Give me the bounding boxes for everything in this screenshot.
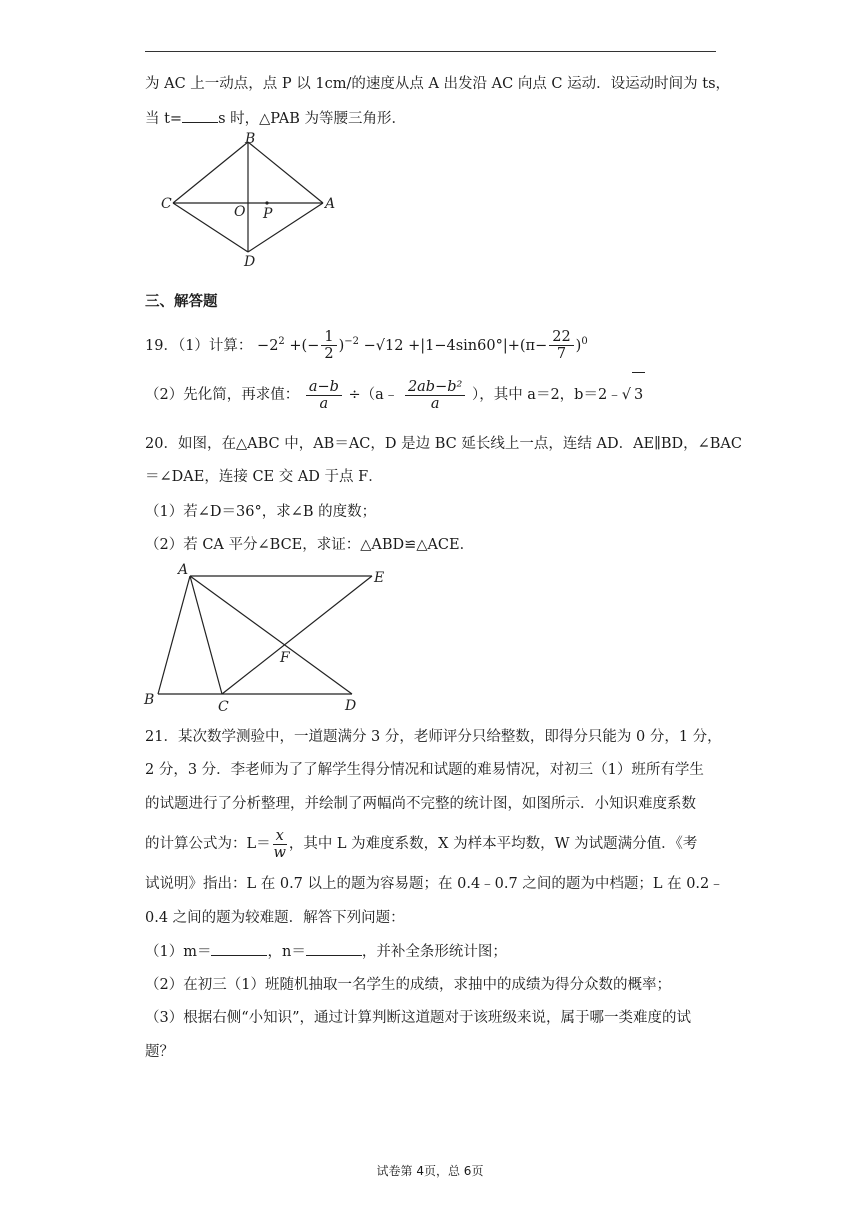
label-B: B (245, 131, 256, 147)
label-F: F (280, 650, 290, 666)
answer-blank (182, 108, 218, 123)
expr-b-exp: −2 (344, 336, 360, 347)
frac2b-num: 2ab−b² (405, 379, 465, 396)
q21-line9: （3）根据右侧“小知识”，通过计算判断这道题对于该班级来说，属于哪一类难度的试 (145, 1010, 692, 1026)
frac-a-minus-b-over-a (306, 379, 342, 412)
q20-line2: ＝∠DAE，连接 CE 交 AD 于点 F． (145, 469, 383, 485)
q19-part1-prefix: 19．（1）计算： (145, 337, 253, 354)
sqrt-3: 3 (632, 372, 645, 417)
frac1-den: a (319, 395, 329, 412)
label-P: P (263, 206, 273, 222)
frac-num: 1 (321, 329, 336, 346)
section-title: 三、解答题 (145, 294, 218, 310)
q21-m-label: （1）m＝ (145, 944, 212, 960)
label-A: A (325, 196, 336, 212)
header-rule (145, 51, 716, 52)
expr-a: −2 (257, 337, 279, 354)
frac2-num: 22 (549, 329, 573, 346)
expr-b-prefix: +(− (289, 337, 320, 354)
fracx-num: x (273, 828, 287, 845)
expr-d: +|1−4sin60°|+(π− (408, 337, 548, 354)
expr-e: ) (575, 337, 582, 354)
label-O: O (234, 204, 246, 220)
label-C: C (161, 196, 172, 212)
q19-part2-mid: ÷（a﹣ (348, 387, 399, 403)
frac1-num: a−b (306, 379, 342, 396)
q21-line7 (145, 941, 507, 962)
label-D: D (244, 254, 256, 270)
frac-x-over-w (273, 828, 287, 861)
q21-n-label: ，n＝ (267, 944, 306, 960)
q18-line1: 为 AC 上一动点，点 P 以 1cm/的速度从点 A 出发沿 AC 向点 C 运动．设运动时间为 ts， (145, 76, 731, 92)
q21-line1: 21．某次数学测验中，一道题满分 3 分，老师评分只给整数，即得分只能为 0 分，1 分， (145, 729, 722, 745)
label-E: E (374, 570, 385, 586)
q21-line8: （2）在初三（1）班随机抽取一名学生的成绩，求抽中的成绩为得分众数的概率； (145, 977, 671, 993)
label-B: B (144, 692, 155, 708)
q20-triangle-figure (140, 560, 390, 715)
frac-2ab-b2-over-a (405, 379, 465, 412)
q18-line2-post: s 时，△PAB 为等腰三角形． (218, 111, 406, 127)
q21-line5: 试说明》指出：L 在 0.7 以上的题为容易题；在 0.4﹣0.7 之间的题为中档题；L 在 0.2﹣ (145, 876, 724, 892)
frac2-den: 7 (556, 346, 567, 363)
expr-b-suffix: ) (338, 337, 345, 354)
q20-line1: 20．如图，在△ABC 中，AB＝AC，D 是边 BC 延长线上一点，连结 AD．AE∥BD，∠BAC (145, 436, 742, 452)
q20-line3: （1）若∠D＝36°，求∠B 的度数； (145, 504, 377, 520)
expr-a-exp: 2 (278, 336, 285, 347)
q21-line7-rest: ，并补全条形统计图； (361, 944, 507, 960)
frac2b-den: a (430, 395, 440, 412)
expr-c: −√12 (363, 337, 404, 354)
label-D: D (345, 698, 357, 714)
q18-line2-pre: 当 t= (145, 111, 183, 127)
m-blank (211, 941, 267, 956)
q21-line4-pre: 的计算公式为：L＝ (145, 836, 271, 852)
q21-line2: 2 分，3 分．李老师为了了解学生得分情况和试题的难易情况，对初三（1）班所有学生 (145, 762, 704, 778)
q19-part2: （2）先化简，再求值： $\frac{a-b}{a}$ ÷（a﹣ $\frac{\text{2ab−b²}}{a}$ ），其中 a＝2，b＝2﹣√ 3 (145, 372, 645, 416)
q21-line10: 题？ (145, 1044, 174, 1060)
q19-part2-prefix: （2）先化简，再求值： (145, 387, 300, 403)
expr-e-exp: 0 (581, 336, 588, 347)
label-A: A (178, 562, 189, 578)
expr-22-7 (549, 329, 573, 362)
fracx-den: w (273, 844, 286, 861)
q21-line3: 的试题进行了分析整理，并绘制了两幅尚不完整的统计图，如图所示．小知识难度系数 (145, 796, 696, 812)
label-C: C (218, 699, 229, 715)
q21-line4-post: ，其中 L 为难度系数，X 为样本平均数，W 为试题满分值．《考 (288, 836, 698, 852)
q19-part2-suffix: ），其中 a＝2，b＝2﹣ (471, 387, 622, 403)
frac-den: 2 (324, 346, 334, 363)
q20-line4: （2）若 CA 平分∠BCE，求证：△ABD≌△ACE． (145, 537, 475, 553)
q21-line4 (145, 824, 697, 864)
expr-half (321, 329, 336, 362)
n-blank (306, 941, 362, 956)
q18-line2 (145, 108, 406, 129)
page-footer: 试卷第 4页，总 6页 (376, 1164, 484, 1178)
q21-line6: 0.4 之间的题为较难题．解答下列问题： (145, 910, 405, 926)
q18-rhombus-figure (155, 130, 345, 270)
q19-part1 (145, 322, 588, 362)
